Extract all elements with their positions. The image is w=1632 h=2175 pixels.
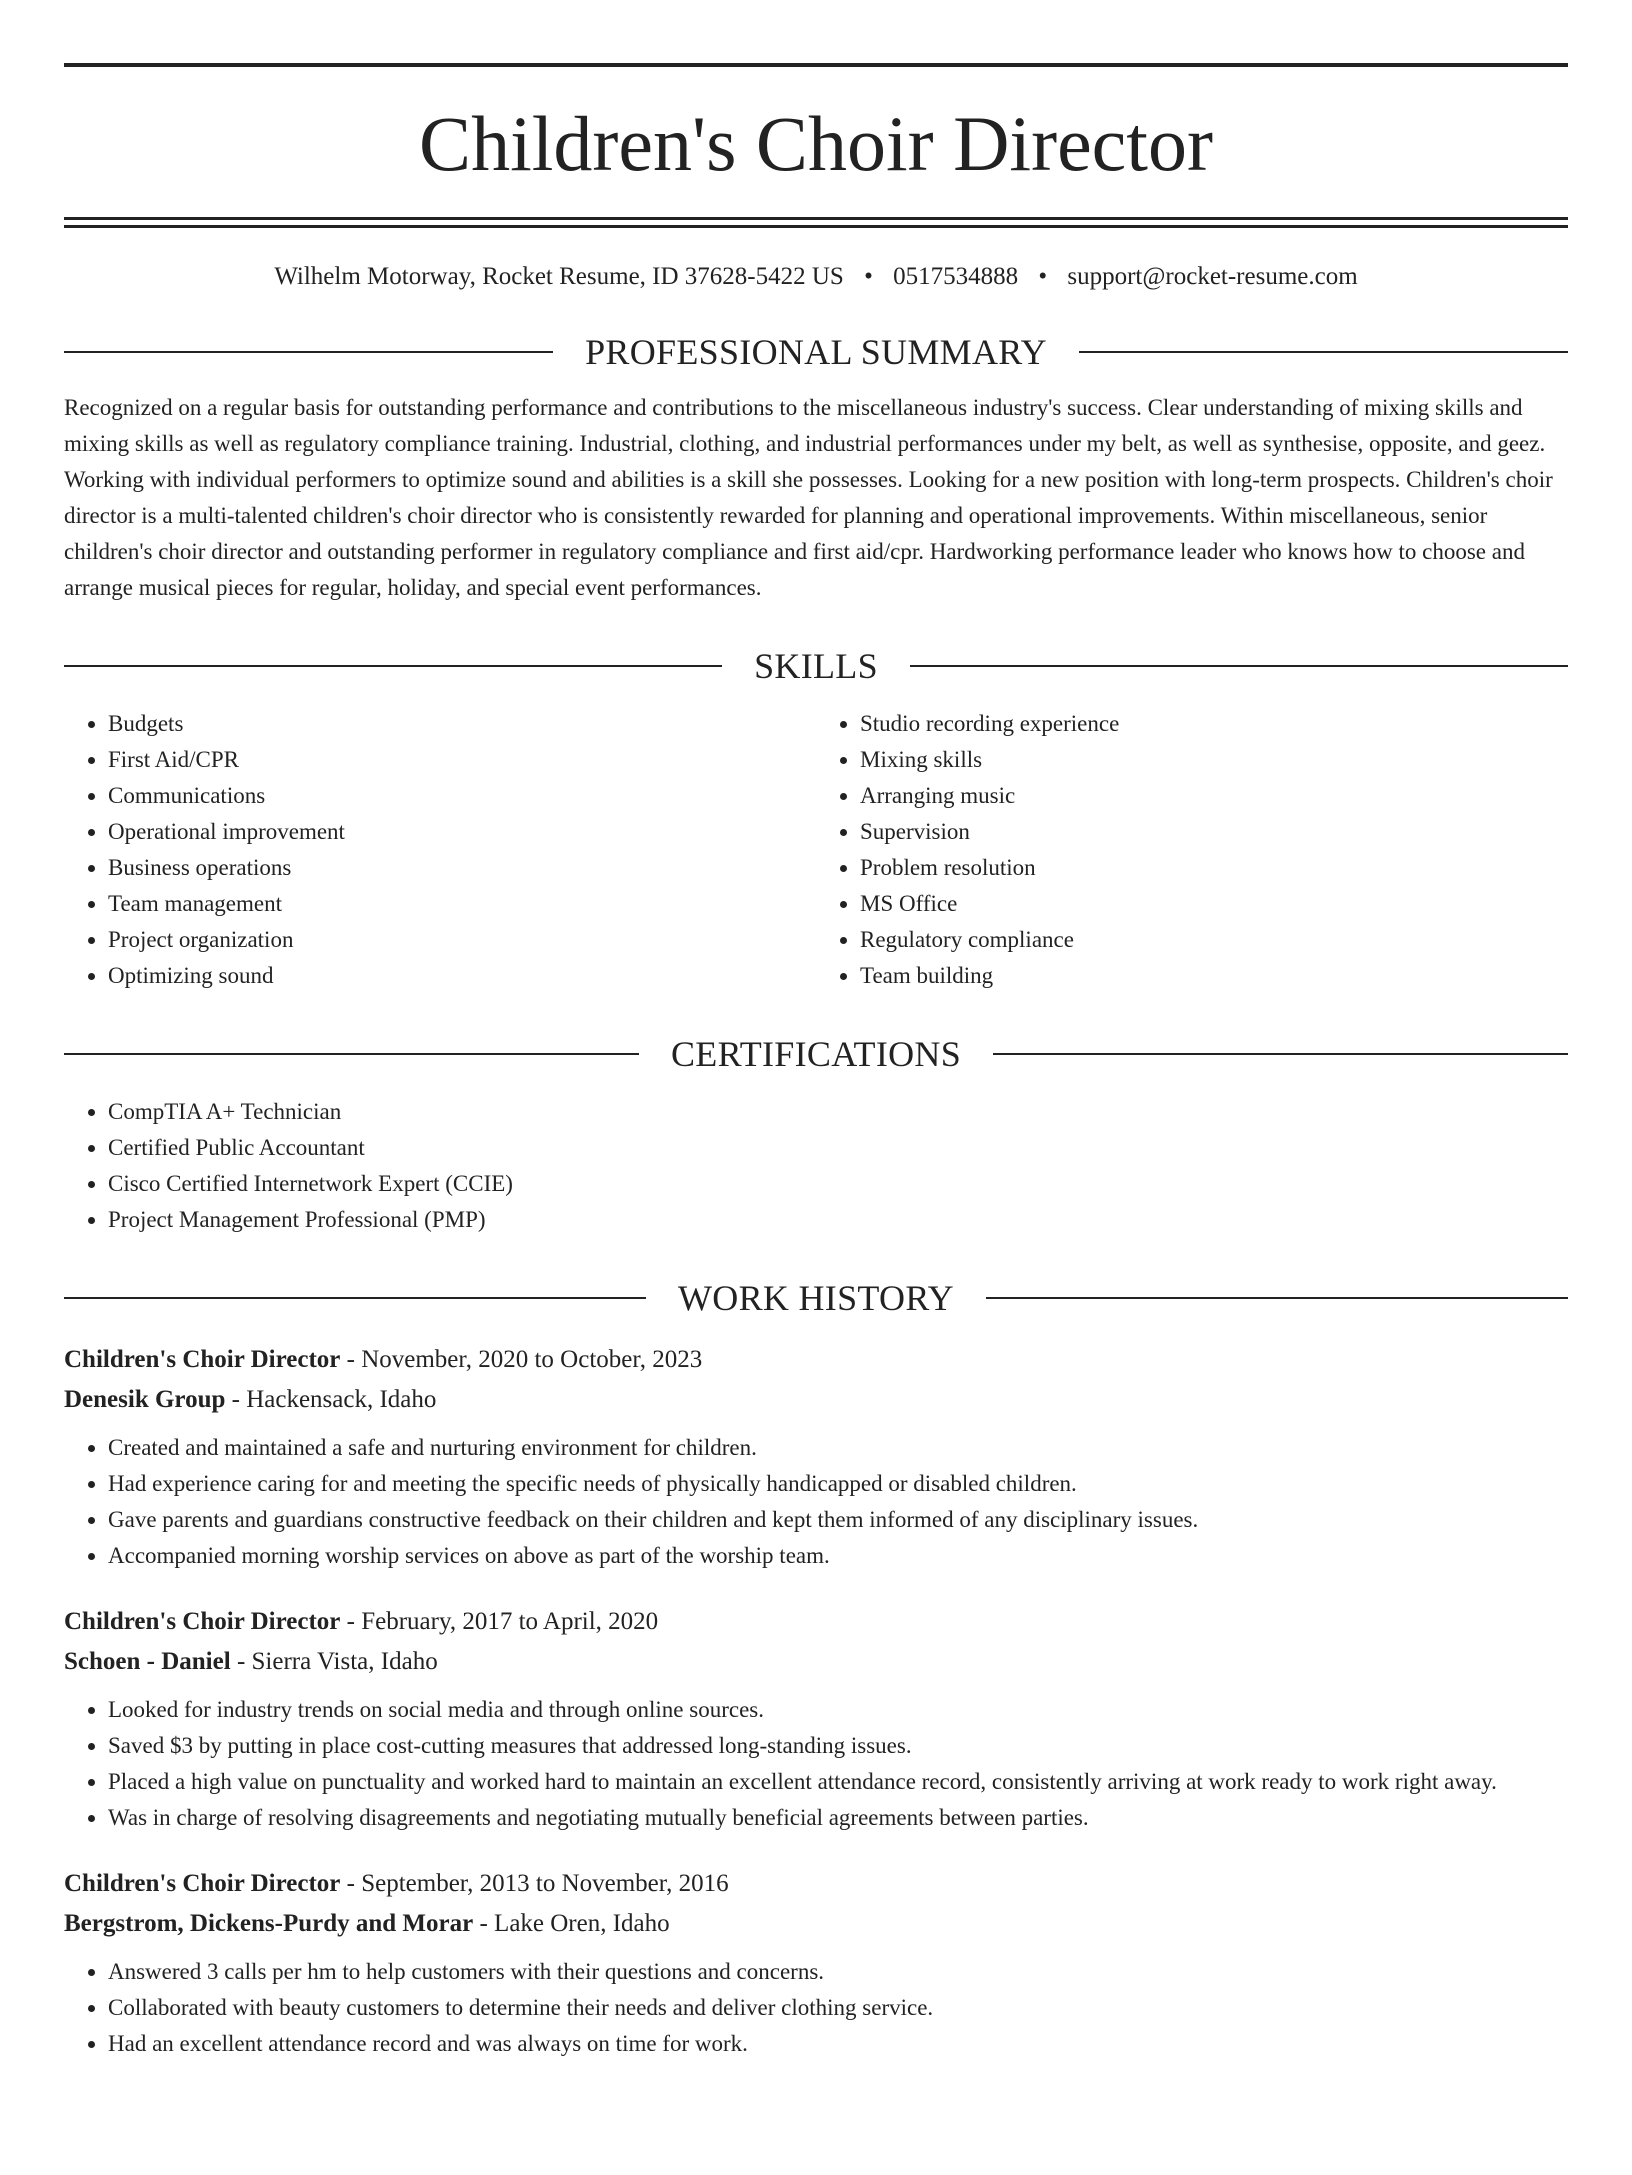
- job-company: Schoen - Daniel: [64, 1648, 231, 1675]
- skills-heading: SKILLS: [754, 646, 878, 686]
- skill-item: • Optimizing sound: [108, 958, 816, 994]
- heading-rule-right: [1079, 351, 1568, 353]
- job-bullet: • Gave parents and guardians constructive feedback on their children and kept them informed of any disciplinary issues.: [108, 1502, 1568, 1538]
- job-title: Children's Choir Director: [64, 1608, 341, 1635]
- skill-item: • Studio recording experience: [860, 706, 1568, 742]
- summary-heading: PROFESSIONAL SUMMARY: [585, 332, 1047, 372]
- job-company-line: [64, 1642, 1568, 1682]
- heading-rule-left: [64, 665, 722, 667]
- title-double-rule: [64, 217, 1568, 228]
- job-dates: - February, 2017 to April, 2020: [340, 1608, 659, 1635]
- contact-separator: •: [864, 263, 873, 290]
- heading-rule-left: [64, 351, 553, 353]
- resume-title: Children's Choir Director: [419, 100, 1213, 187]
- contact-separator: •: [1038, 263, 1048, 290]
- skill-item: • Communications: [108, 778, 816, 814]
- job-bullet: • Placed a high value on punctuality and worked hard to maintain an excellent attendance record, consistently arriving at work ready to work right away.: [108, 1764, 1568, 1800]
- job-bullet: • Was in charge of resolving disagreements and negotiating mutually beneficial agreements between parties.: [108, 1800, 1568, 1836]
- certifications-list: [64, 1094, 1568, 1238]
- skill-item: • Business operations: [108, 850, 816, 886]
- certification-item: • Cisco Certified Internetwork Expert (CCIE): [108, 1166, 1568, 1202]
- job-title: Children's Choir Director: [64, 1870, 341, 1897]
- top-rule: [64, 63, 1568, 67]
- job-location: - Hackensack, Idaho: [225, 1386, 437, 1413]
- job-dates: - September, 2013 to November, 2016: [340, 1870, 729, 1897]
- contact-address: Wilhelm Motorway, Rocket Resume, ID 37628-5422 US: [274, 263, 844, 290]
- job-entry: [64, 1602, 1568, 1836]
- job-entry: [64, 1864, 1568, 2062]
- skill-item: • First Aid/CPR: [108, 742, 816, 778]
- job-company-line: [64, 1380, 1568, 1420]
- job-company-line: [64, 1904, 1568, 1944]
- skill-item: • Regulatory compliance: [860, 922, 1568, 958]
- skill-item: • Supervision: [860, 814, 1568, 850]
- skill-item: • Team building: [860, 958, 1568, 994]
- job-location: - Sierra Vista, Idaho: [230, 1648, 438, 1675]
- job-bullets: [64, 1954, 1568, 2062]
- heading-rule-right: [986, 1297, 1568, 1299]
- job-bullet: • Had experience caring for and meeting the specific needs of physically handicapped or disabled children.: [108, 1466, 1568, 1502]
- heading-rule-left: [64, 1053, 639, 1055]
- skill-item: • Problem resolution: [860, 850, 1568, 886]
- skill-item: • Mixing skills: [860, 742, 1568, 778]
- job-bullet: • Created and maintained a safe and nurturing environment for children.: [108, 1430, 1568, 1466]
- certifications-section-heading: [64, 1036, 1568, 1072]
- skills-list: [64, 706, 1568, 994]
- skills-section-heading: [64, 648, 1568, 684]
- job-bullet: • Looked for industry trends on social media and through online sources.: [108, 1692, 1568, 1728]
- skill-item: • Arranging music: [860, 778, 1568, 814]
- job-bullet: • Collaborated with beauty customers to determine their needs and deliver clothing service.: [108, 1990, 1568, 2026]
- certifications-heading: CERTIFICATIONS: [670, 1034, 962, 1074]
- job-entry: [64, 1340, 1568, 1574]
- job-bullet: • Answered 3 calls per hm to help customers with their questions and concerns.: [108, 1954, 1568, 1990]
- skill-item: • Operational improvement: [108, 814, 816, 850]
- job-title-line: [64, 1340, 1568, 1380]
- summary-section-heading: [64, 334, 1568, 370]
- contact-email[interactable]: support@rocket-resume.com: [1067, 263, 1358, 290]
- certification-item: • CompTIA A+ Technician: [108, 1094, 1568, 1130]
- job-dates: - November, 2020 to October, 2023: [340, 1346, 703, 1373]
- job-bullet: • Accompanied morning worship services on above as part of the worship team.: [108, 1538, 1568, 1574]
- skills-column-left: [64, 706, 816, 994]
- job-title-line: [64, 1864, 1568, 1904]
- heading-rule-right: [910, 665, 1568, 667]
- skill-item: • Budgets: [108, 706, 816, 742]
- job-title: Children's Choir Director: [64, 1346, 341, 1373]
- contact-line: [64, 262, 1568, 292]
- skill-item: • MS Office: [860, 886, 1568, 922]
- skill-item: • Project organization: [108, 922, 816, 958]
- certification-item: • Project Management Professional (PMP): [108, 1202, 1568, 1238]
- summary-text: Recognized on a regular basis for outstanding performance and contributions to the miscellaneous industry's success. Clear understanding of mixing skills and mixing skills as well as regulatory compliance training. Industrial, clothing, and industrial performances under my belt, as well as synthesise, opposite, and geez. Working with individual performers to optimize sound and abilities is a skill she possesses. Looking for a new position with long-term prospects. Children's choir director is a multi-talented children's choir director who is consistently rewarded for planning and operational improvements. Within miscellaneous, senior children's choir director and outstanding performer in regulatory compliance and first aid/cpr. Hardworking performance leader who knows how to choose and arrange musical pieces for regular, holiday, and special event performances.: [64, 395, 1553, 600]
- heading-rule-left: [64, 1297, 646, 1299]
- job-bullet: • Had an excellent attendance record and was always on time for work.: [108, 2026, 1568, 2062]
- job-bullet: • Saved $3 by putting in place cost-cutting measures that addressed long-standing issues.: [108, 1728, 1568, 1764]
- skill-item: • Team management: [108, 886, 816, 922]
- contact-phone[interactable]: 0517534888: [893, 263, 1019, 290]
- job-company: Bergstrom, Dickens-Purdy and Morar: [64, 1910, 474, 1937]
- heading-rule-right: [993, 1053, 1568, 1055]
- skills-column-right: [816, 706, 1568, 994]
- resume-page: [0, 63, 1632, 2175]
- job-bullets: [64, 1692, 1568, 1836]
- job-title-line: [64, 1602, 1568, 1642]
- job-location: - Lake Oren, Idaho: [473, 1910, 670, 1937]
- job-company: Denesik Group: [64, 1386, 226, 1413]
- work-history-section-heading: [64, 1280, 1568, 1316]
- job-bullets: [64, 1430, 1568, 1574]
- work-history-heading: WORK HISTORY: [678, 1278, 954, 1318]
- certification-item: • Certified Public Accountant: [108, 1130, 1568, 1166]
